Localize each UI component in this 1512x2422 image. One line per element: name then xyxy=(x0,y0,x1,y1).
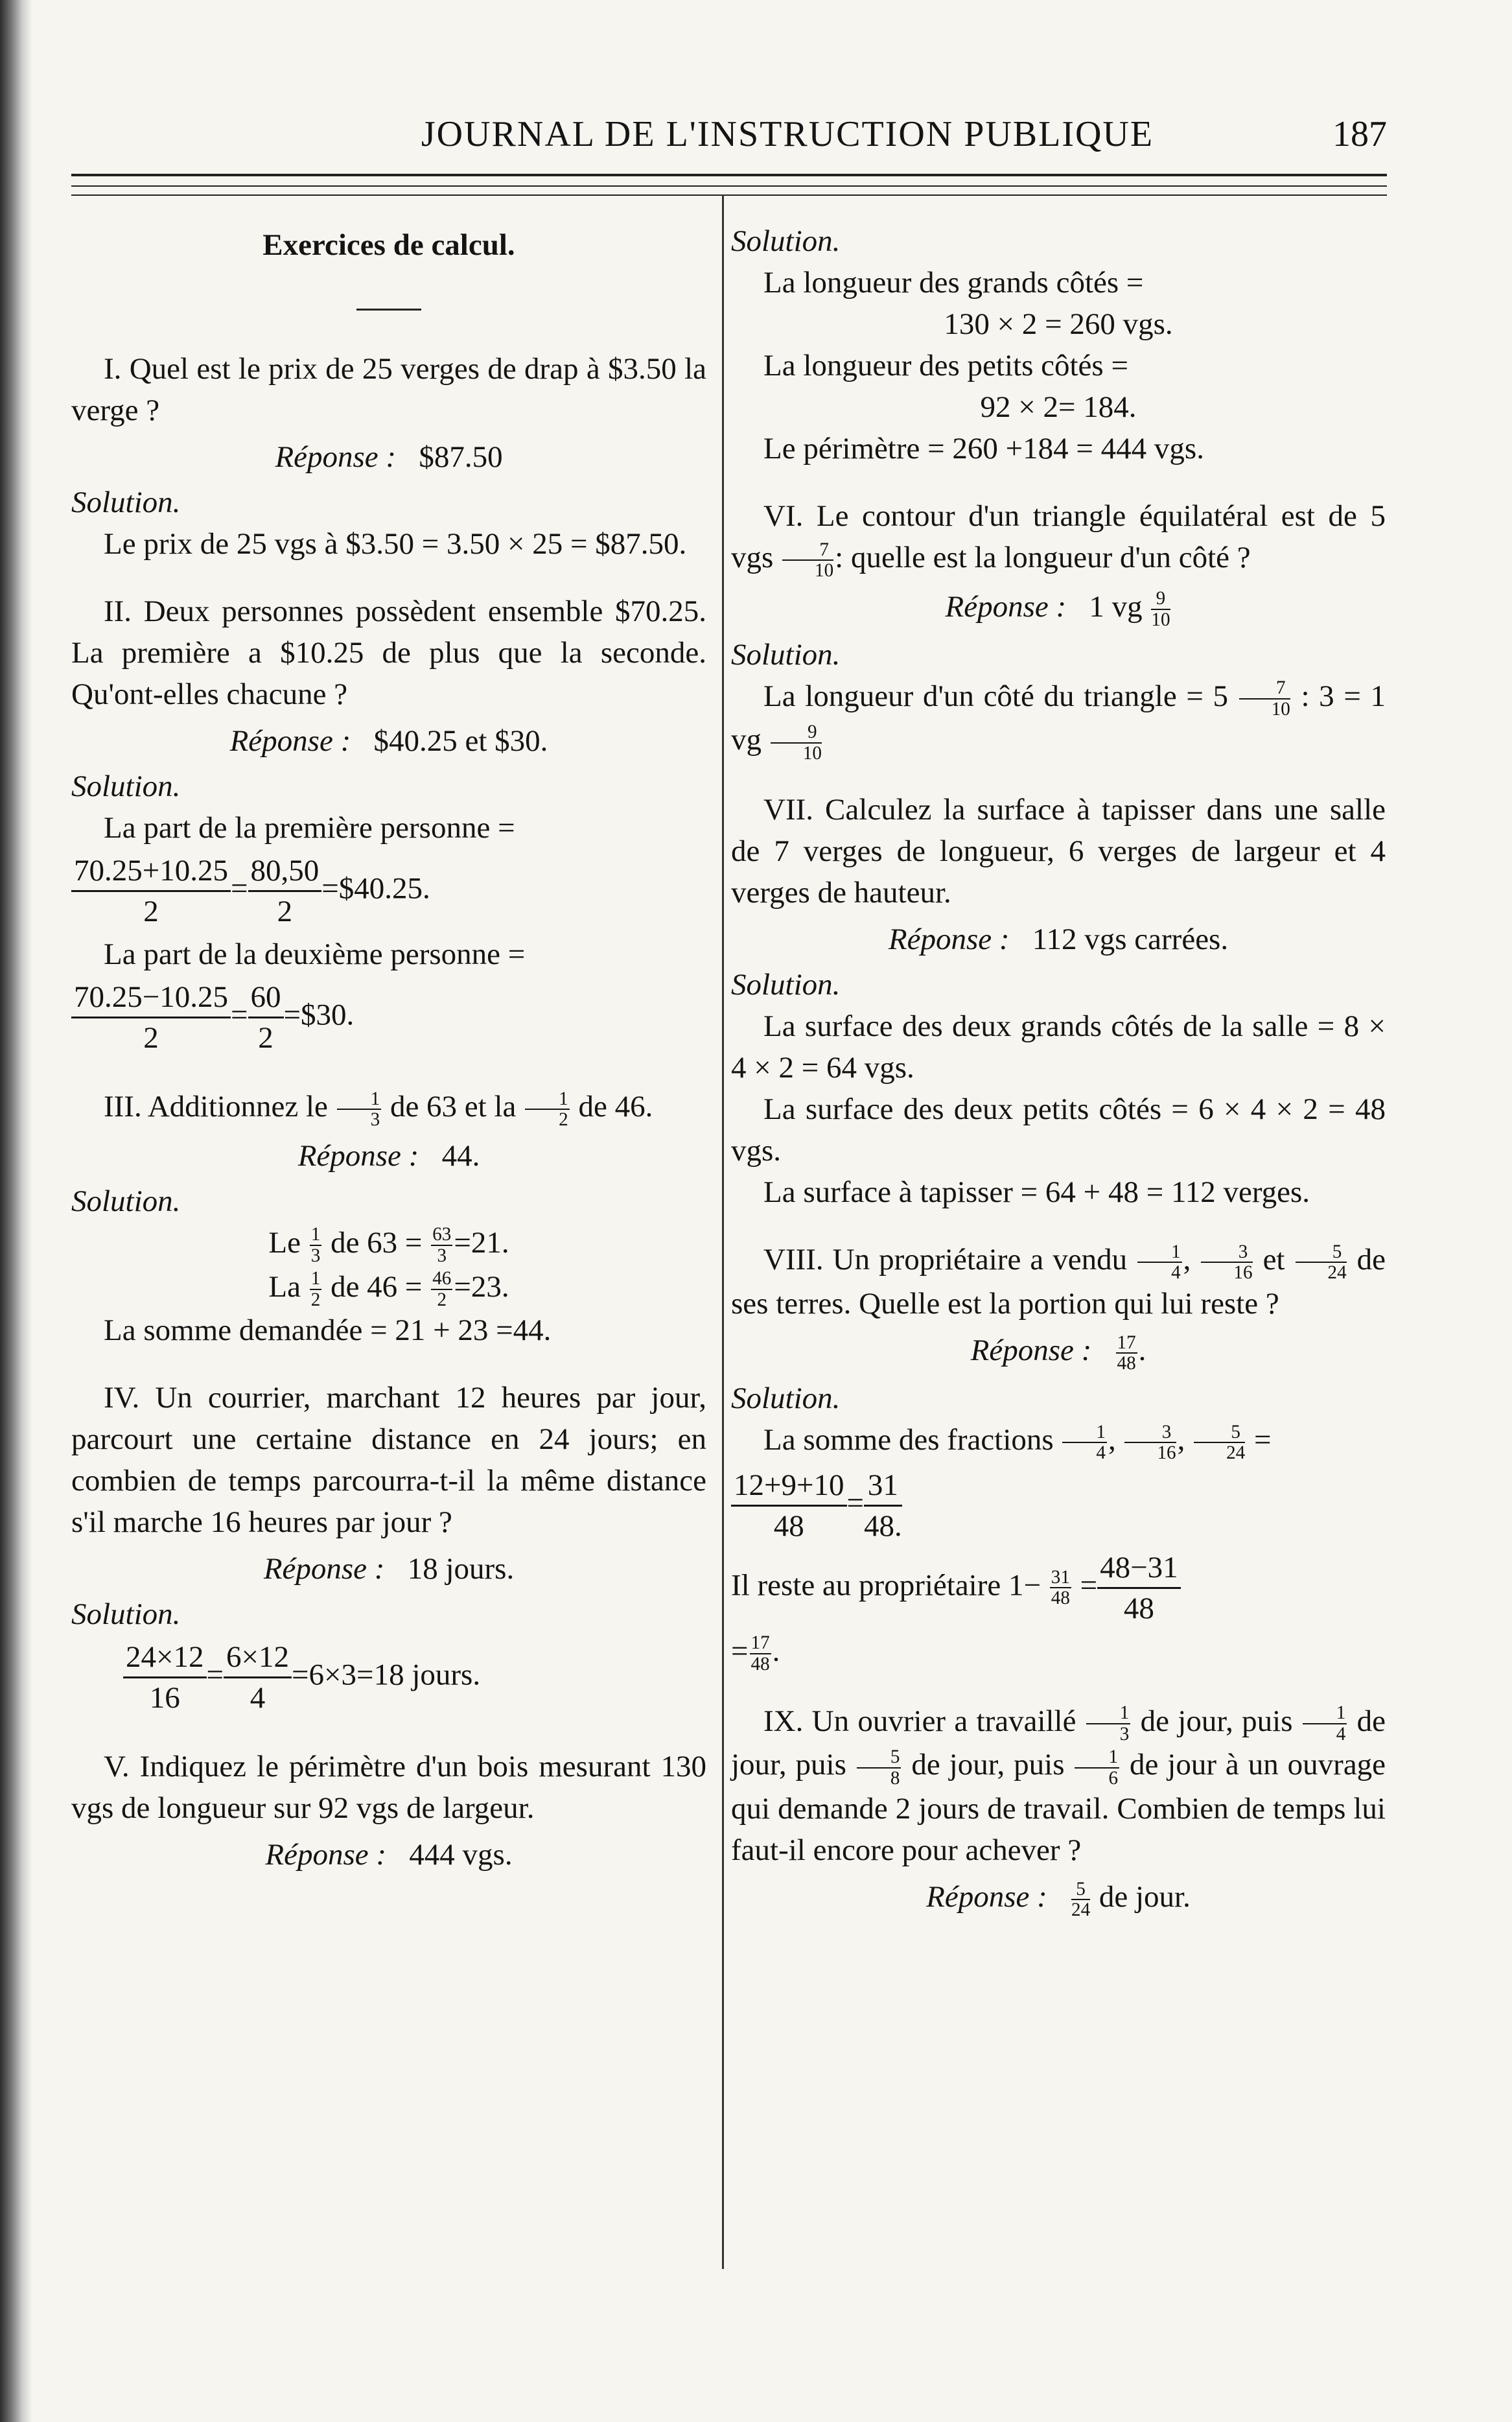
exercise-4-answer xyxy=(71,1548,706,1590)
fraction: $\frac{12+9+10}{48}$ xyxy=(731,1466,847,1546)
answer-label: Réponse : xyxy=(945,589,1067,624)
fraction: $\frac{70.25-10.25}{2}$ xyxy=(71,978,231,1057)
answer-label: Réponse : xyxy=(265,1838,387,1872)
exercise-5-answer xyxy=(71,1834,706,1875)
fraction: $\frac{6\times 12}{4}$ xyxy=(224,1638,292,1717)
answer-value: 18 jours. xyxy=(407,1552,515,1586)
fraction: $\frac{1}{2}$ xyxy=(525,1089,570,1130)
fraction: $\frac{5}{24}$ xyxy=(1194,1422,1245,1463)
answer-label: Réponse : xyxy=(297,1138,419,1173)
fraction-equation: $\frac{24\times 12}{16}$ = $\frac{6\times 12}{4}$ =6×3=18 jours. xyxy=(71,1638,706,1717)
exercise-5-solution-line: 92 × 2= 184. xyxy=(980,390,1137,424)
fraction-equation: $\frac{70.25-10.25}{2}$ = $\frac{60}{2}$ =$30. xyxy=(71,978,706,1057)
column-divider xyxy=(722,194,724,2269)
page-header xyxy=(71,113,1387,159)
answer-label: Réponse : xyxy=(229,724,351,758)
page-number: 187 xyxy=(1332,114,1387,154)
exercise-8-question: VIII. Un propriétaire a vendu $\frac{1}{4}$ , $\frac{3}{16}$ et $\frac{5}{24}$ de ses terres. Quelle est la portion qui lui reste ? xyxy=(731,1241,1386,1321)
answer-label: Réponse : xyxy=(263,1552,385,1586)
exercise-6-question: VI. Le contour d'un triangle équilatéral est de 5 vgs $\frac{7}{10}$ : quelle est la longueur d'un côté ? xyxy=(731,499,1386,582)
page-edge-shadow xyxy=(0,0,32,2422)
exercise-6-solution: La longueur d'un côté du triangle = 5 $\frac{7}{10}$ : 3 = 1 vg $\frac{9}{10}$ xyxy=(731,677,1386,764)
exercise-8-solution-line: = $\frac{17}{48}$ . xyxy=(731,1632,780,1675)
answer-value: $87.50 xyxy=(419,440,503,474)
fraction: $\frac{31}{48.}$ xyxy=(864,1466,902,1546)
fraction: $\frac{1}{2}$ xyxy=(310,1268,321,1310)
exercise-1-question: I. Quel est le prix de 25 verges de drap à $3.50 la verge ? xyxy=(71,352,706,427)
fraction: $\frac{1}{4}$ xyxy=(1303,1703,1347,1744)
exercise-3-question: III. Additionnez le $\frac{1}{3}$ de 63 et la $\frac{1}{2}$ de 46. xyxy=(104,1088,653,1131)
exercise-3-solution-line: La somme demandée = 21 + 23 =44. xyxy=(104,1313,552,1348)
solution-label: Solution. xyxy=(731,968,841,1002)
fraction: $\frac{31}{48}$ xyxy=(1051,1566,1070,1609)
header-rule xyxy=(71,194,1387,196)
answer-label: Réponse : xyxy=(275,440,397,474)
exercise-2-answer xyxy=(71,720,706,762)
fraction: $\frac{5}{24}$ xyxy=(1296,1242,1347,1283)
exercise-2-solution-line: La part de la première personne = xyxy=(104,811,515,845)
exercise-7-question: VII. Calculez la surface à tapisser dans une salle de 7 verges de longueur, 6 verges de largeur et 4 verges de hauteur. xyxy=(731,793,1386,910)
solution-label: Solution. xyxy=(71,770,181,803)
fraction: $\frac{70.25+10.25}{2}$ xyxy=(71,851,231,931)
answer-label: Réponse : xyxy=(888,923,1010,957)
exercise-7-solution-line: La surface à tapisser = 64 + 48 = 112 verges. xyxy=(763,1175,1310,1210)
fraction: $\frac{46}{2}$ xyxy=(432,1268,452,1310)
fraction-equation: $\frac{70.25+10.25}{2}$ = $\frac{80,50}{2}$ =$40.25. xyxy=(71,851,706,931)
fraction: $\frac{1}{3}$ xyxy=(337,1089,382,1130)
section-title: Exercices de calcul. xyxy=(262,228,515,262)
fraction: $\frac{7}{10}$ xyxy=(782,540,833,581)
solution-label: Solution. xyxy=(731,224,841,258)
answer-label: Réponse : xyxy=(926,1880,1047,1914)
solution-label: Solution. xyxy=(731,1381,841,1415)
fraction: $\frac{3}{16}$ xyxy=(1124,1422,1176,1463)
fraction: $\frac{9}{10}$ xyxy=(771,722,822,763)
fraction: $\frac{1}{4}$ xyxy=(1137,1242,1182,1283)
exercise-3-solution-line: La $\frac{1}{2}$ de 46 = $\frac{46}{2}$ =23. xyxy=(268,1268,509,1310)
fraction: $\frac{1}{3}$ xyxy=(310,1224,321,1267)
fraction: $\frac{48-31}{48}$ xyxy=(1097,1548,1181,1628)
fraction: $\frac{5}{8}$ xyxy=(857,1747,901,1788)
answer-value: 44. xyxy=(441,1138,480,1173)
fraction: $\frac{17}{48}$ xyxy=(1117,1332,1136,1374)
solution-label: Solution. xyxy=(71,1184,181,1218)
solution-label: Solution. xyxy=(731,637,841,672)
answer-value: $40.25 et $30. xyxy=(373,724,548,758)
exercise-3-solution-line: Le $\frac{1}{3}$ de 63 = $\frac{63}{3}$ =21. xyxy=(268,1224,509,1267)
exercise-5-question: V. Indiquez le périmètre d'un bois mesurant 130 vgs de longueur sur 92 vgs de largeur. xyxy=(71,1750,706,1826)
fraction: $\frac{1}{6}$ xyxy=(1075,1747,1119,1788)
fraction: $\frac{7}{10}$ xyxy=(1239,678,1290,719)
fraction: $\frac{80,50}{2}$ xyxy=(248,851,322,931)
exercise-1-answer xyxy=(71,436,706,478)
fraction: $\frac{24\times 12}{16}$ xyxy=(123,1638,207,1717)
exercise-7-answer xyxy=(731,919,1386,960)
header-rule xyxy=(71,174,1387,176)
exercise-4-question: IV. Un courrier, marchant 12 heures par jour, parcourt une certaine distance en 24 jours; en combien de temps parcourra-t-il la même distance s'il marche 16 heures par jour ? xyxy=(71,1381,706,1540)
header-rule xyxy=(71,185,1387,187)
fraction: $\frac{63}{3}$ xyxy=(432,1224,452,1267)
fraction: $\frac{60}{2}$ xyxy=(248,978,284,1057)
answer-value: 444 vgs. xyxy=(409,1838,513,1872)
exercise-5-solution-line: La longueur des petits côtés = xyxy=(763,349,1128,382)
fraction: $\frac{9}{10}$ xyxy=(1151,588,1170,631)
fraction: $\frac{1}{4}$ xyxy=(1062,1422,1107,1463)
exercise-7-solution-line: La surface des deux petits côtés = 6 × 4 × 2 = 48 vgs. xyxy=(731,1092,1386,1168)
solution-label: Solution. xyxy=(71,486,181,519)
left-column xyxy=(71,220,706,1879)
exercise-6-answer: Réponse : 1 vg $\frac{9}{10}$ xyxy=(945,588,1170,631)
exercise-7-solution-line: La surface des deux grands côtés de la salle = 8 × 4 × 2 = 64 vgs. xyxy=(731,1009,1386,1085)
exercise-5-solution-line: Le périmètre = 260 +184 = 444 vgs. xyxy=(763,432,1204,465)
solution-label: Solution. xyxy=(71,1597,181,1632)
fraction: $\frac{3}{16}$ xyxy=(1201,1242,1252,1283)
answer-label: Réponse : xyxy=(970,1334,1092,1368)
exercise-2-question: II. Deux personnes possèdent ensemble $70.25. La première a $10.25 de plus que la seconde. Qu'ont-elles chacune ? xyxy=(71,594,706,711)
exercise-2-solution-line: La part de la deuxième personne = xyxy=(104,937,526,971)
exercise-8-solution-line: La somme des fractions $\frac{1}{4}$ , $\frac{3}{16}$ , $\frac{5}{24}$ = xyxy=(763,1421,1272,1464)
fraction: $\frac{1}{3}$ xyxy=(1086,1703,1131,1744)
answer-value: 112 vgs carrées. xyxy=(1032,923,1229,957)
exercise-5-solution-line: La longueur des grands côtés = xyxy=(763,266,1144,300)
fraction-equation: $\frac{12+9+10}{48}$ = $\frac{31}{48.}$ xyxy=(731,1466,1386,1546)
right-column xyxy=(731,220,1386,1924)
fraction: $\frac{17}{48}$ xyxy=(750,1632,770,1675)
exercise-3-answer xyxy=(71,1135,706,1177)
exercise-9-answer: Réponse : $\frac{5}{24}$ de jour. xyxy=(926,1878,1191,1921)
fraction: $\frac{5}{24}$ xyxy=(1071,1878,1091,1921)
exercise-8-solution-line: Il reste au propriétaire 1− $\frac{31}{48}$ = $\frac{48-31}{48}$ xyxy=(731,1548,1386,1628)
exercise-1-solution: Le prix de 25 vgs à $3.50 = 3.50 × 25 = $87.50. xyxy=(104,527,687,561)
exercise-8-answer: Réponse : $\frac{17}{48}$ . xyxy=(970,1332,1146,1374)
journal-title: JOURNAL DE L'INSTRUCTION PUBLIQUE xyxy=(421,114,1154,154)
title-rule xyxy=(356,309,421,311)
exercise-9-question: IX. Un ouvrier a travaillé $\frac{1}{3}$ de jour, puis $\frac{1}{4}$ de jour, puis $\frac{5}{8}$ de jour, puis $\frac{1}{6}$ de jour à un ouvrage qui demande 2 jours de travail. Combien de temps lui faut-il encore pour achever ? xyxy=(731,1702,1386,1868)
exercise-5-solution-line: 130 × 2 = 260 vgs. xyxy=(944,307,1173,341)
